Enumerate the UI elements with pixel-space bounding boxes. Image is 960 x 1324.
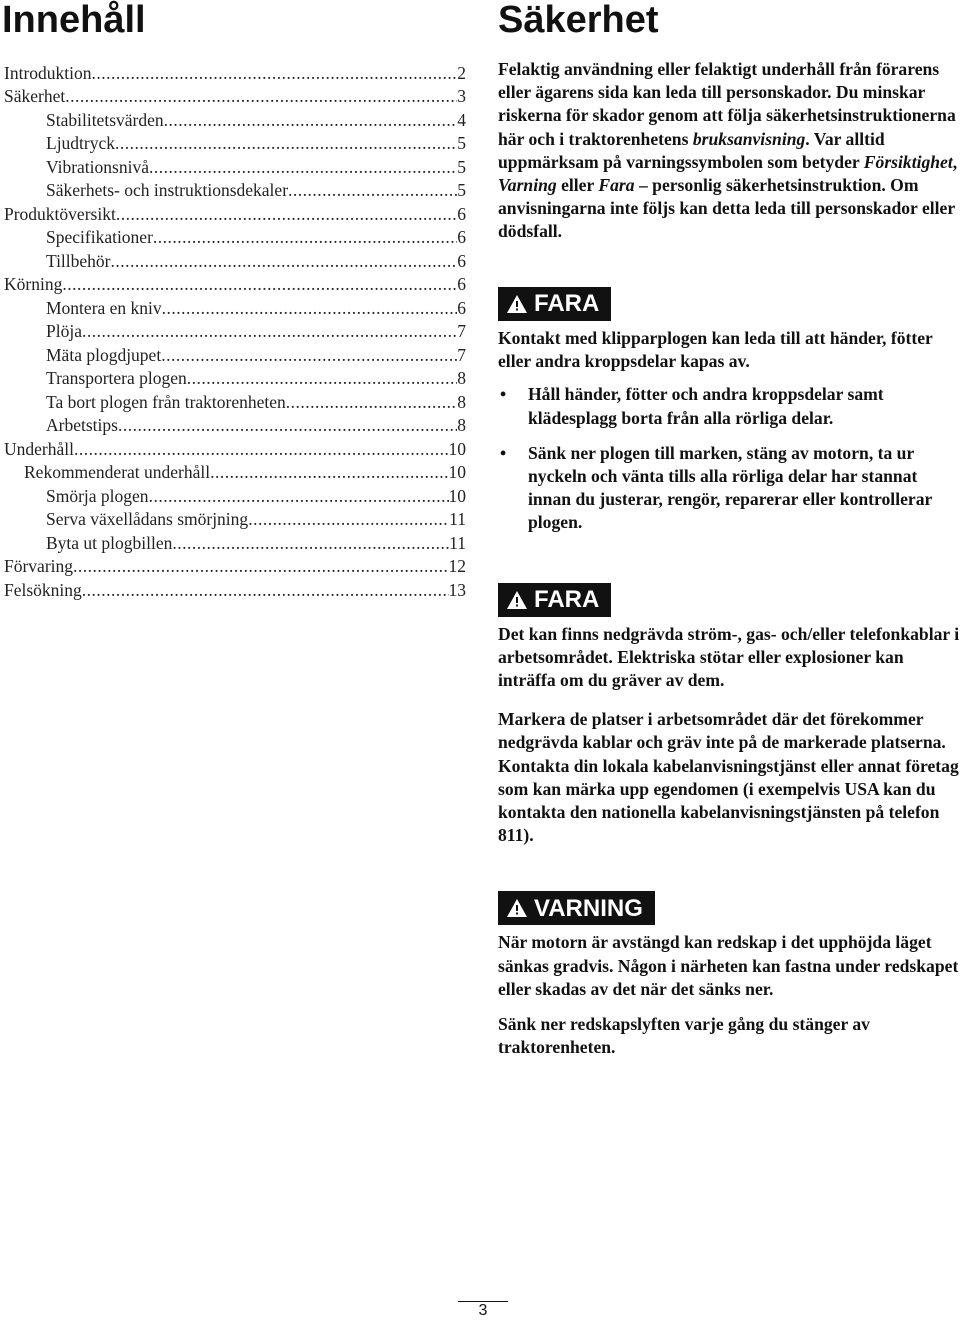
toc-entry-page: 7 [457,344,466,365]
toc-entry-label: Säkerhets- och instruktionsdekaler [46,180,289,200]
toc-entry-label: Plöja [46,321,82,341]
toc-entry[interactable] [4,201,466,225]
toc-entry-label: Mäta plogdjupet [46,344,162,365]
toc-entry-page: 6 [457,297,466,318]
warning-triangle-icon [506,294,528,314]
toc-entry-page: 7 [457,321,466,341]
toc-leader-dots [111,251,458,272]
warning-instruction: Sänk ner redskapslyften varje gång du stänger av traktorenheten. [498,1014,870,1058]
toc-entry[interactable] [4,272,466,296]
toc-leader-dots [118,415,457,436]
danger-text: Det kan finns nedgrävda ström-, gas- och/eller telefonkablar i arbetsområdet. Elektriska stötar eller explosioner kan inträffa om du gräver av dem. [498,623,960,691]
toc-entry[interactable] [4,460,466,484]
toc-entry[interactable] [4,178,466,202]
toc-entry-page: 8 [457,368,466,388]
toc-entry-label: Säkerhet [4,86,66,106]
warning-triangle-icon [506,590,528,610]
toc-entry-label: Ta bort plogen från traktorenheten [46,391,286,412]
toc-entry[interactable] [4,154,466,178]
danger-badge: FARA [498,583,611,617]
toc-entry[interactable] [4,507,466,531]
warning-badge: VARNING [498,891,655,925]
toc-leader-dots [286,392,457,413]
toc-entry-page: 8 [457,415,466,435]
danger-text: Kontakt med klipparplogen kan leda till att händer, fötter eller andra kroppsdelar kapas av. [498,328,933,372]
danger-instruction: Markera de platser i arbetsområdet där det förekommer nedgrävda kablar och gräv inte på de markerade platserna. Kontakta din lokala kabelanvisningstjänst eller annat företag som kan märka upp egendomen (i exempelvis USA kan du kontakta den nationella kabelanvisningstjänsten på telefon 811). [498,709,959,846]
toc-leader-dots [149,157,457,178]
toc-leader-dots [73,556,448,577]
toc-entry-label: Förvaring [4,556,74,576]
manual-ref: bruksanvisning [692,128,806,149]
safety-section [498,58,960,1059]
toc-entry[interactable] [4,60,466,84]
toc-entry[interactable] [4,389,466,413]
toc-entry-label: Stabilitetsvärden [46,109,164,130]
danger-block-2 [498,583,960,848]
toc-entry-page: 12 [448,556,466,576]
toc-entry[interactable] [4,248,466,272]
table-of-contents [4,60,466,601]
warning-text: När motorn är avstängd kan redskap i det upphöjda läget sänkas gradvis. Någon i närheten kan fastna under redskapet eller skadas av det när det sänks ner. [498,932,959,999]
toc-entry[interactable] [4,554,466,578]
toc-entry-page: 13 [448,579,466,600]
toc-leader-dots [92,63,458,84]
toc-entry-page: 11 [449,509,466,529]
toc-title: Innehåll [2,0,146,41]
toc-entry-label: Tillbehör [46,250,111,271]
toc-entry[interactable] [4,530,466,554]
toc-leader-dots [65,86,457,107]
list-item: • Håll händer, fötter och andra kroppsdelar samt klädesplagg borta från alla rörliga delar. [498,383,960,429]
danger-bullet-list [498,383,960,534]
toc-entry-label: Smörja plogen [46,485,149,506]
toc-entry-label: Introduktion [4,62,92,83]
toc-entry-page: 11 [449,532,466,553]
toc-leader-dots [164,110,458,131]
toc-entry-label: Underhåll [4,438,74,459]
toc-entry-page: 6 [457,203,466,224]
toc-entry[interactable] [4,295,466,319]
toc-leader-dots [172,533,449,554]
toc-entry-page: 8 [457,391,466,412]
toc-leader-dots [210,462,448,483]
toc-entry-label: Ljudtryck [46,133,116,153]
toc-leader-dots [115,133,457,154]
toc-entry-label: Transportera plogen [46,368,187,388]
toc-entry-page: 5 [457,156,466,177]
toc-entry-label: Produktöversikt [4,203,116,224]
toc-entry-label: Byta ut plogbillen [46,532,173,553]
toc-leader-dots [162,298,458,319]
toc-entry-label: Montera en kniv [46,297,162,318]
toc-entry-label: Rekommenderat underhåll [24,462,211,482]
toc-entry[interactable] [4,577,466,601]
toc-leader-dots [288,180,457,201]
toc-leader-dots [82,580,449,601]
warning-triangle-icon [506,898,528,918]
safety-title: Säkerhet [498,0,659,41]
safety-intro: Felaktig användning eller felaktigt underhåll från förarens eller ägarens sida kan leda till personskador. Du minskar riskerna för skador genom att följa säkerhetsinstruktionerna här och i traktorenhetens bruksanvisning. Var alltid uppmärksam på varningssymbolen som betyder Försiktighet, Varning eller Fara – personlig säkerhetsinstruktion. Om anvisningarna inte följs kan detta leda till personskador eller dödsfall. [498,59,958,242]
toc-entry[interactable] [4,483,466,507]
toc-leader-dots [62,274,457,295]
toc-entry[interactable] [4,131,466,155]
toc-entry[interactable] [4,413,466,437]
toc-entry-page: 6 [457,227,466,247]
list-item: • Sänk ner plogen till marken, stäng av motorn, ta ur nyckeln och vänta tills alla rörliga delar har stannat innan du justerar, rengör, reparerar eller kontrollerar plogen. [498,442,960,535]
page-number: 3 [478,1302,488,1319]
toc-leader-dots [187,368,457,389]
toc-leader-dots [149,486,449,507]
danger-block-1 [498,287,960,535]
toc-entry-label: Felsökning [4,579,82,600]
danger-badge: FARA [498,287,611,321]
toc-entry[interactable] [4,107,466,131]
toc-leader-dots [74,439,449,460]
toc-entry-page: 5 [457,133,466,153]
toc-entry-page: 2 [457,62,466,83]
toc-leader-dots [248,509,449,530]
toc-entry-page: 6 [457,274,466,294]
toc-entry-label: Vibrationsnivå [46,156,149,177]
toc-entry[interactable] [4,366,466,390]
toc-entry[interactable] [4,319,466,343]
toc-entry-page: 10 [448,438,466,459]
toc-entry[interactable] [4,225,466,249]
toc-leader-dots [153,227,457,248]
toc-entry-label: Serva växellådans smörjning [46,509,249,529]
toc-entry-label: Arbetstips [46,415,118,435]
toc-entry[interactable] [4,342,466,366]
toc-entry-page: 5 [457,180,466,200]
toc-entry[interactable] [4,436,466,460]
toc-entry-page: 3 [457,86,466,106]
toc-leader-dots [116,204,457,225]
toc-leader-dots [161,345,457,366]
toc-entry-page: 10 [448,462,466,482]
toc-leader-dots [82,321,457,342]
toc-entry-page: 6 [457,250,466,271]
toc-entry-label: Körning [4,274,63,294]
toc-entry-label: Specifikationer [46,227,153,247]
warning-block [498,891,960,1059]
toc-entry-page: 10 [448,485,466,506]
toc-entry-page: 4 [457,109,466,130]
toc-entry[interactable] [4,84,466,108]
